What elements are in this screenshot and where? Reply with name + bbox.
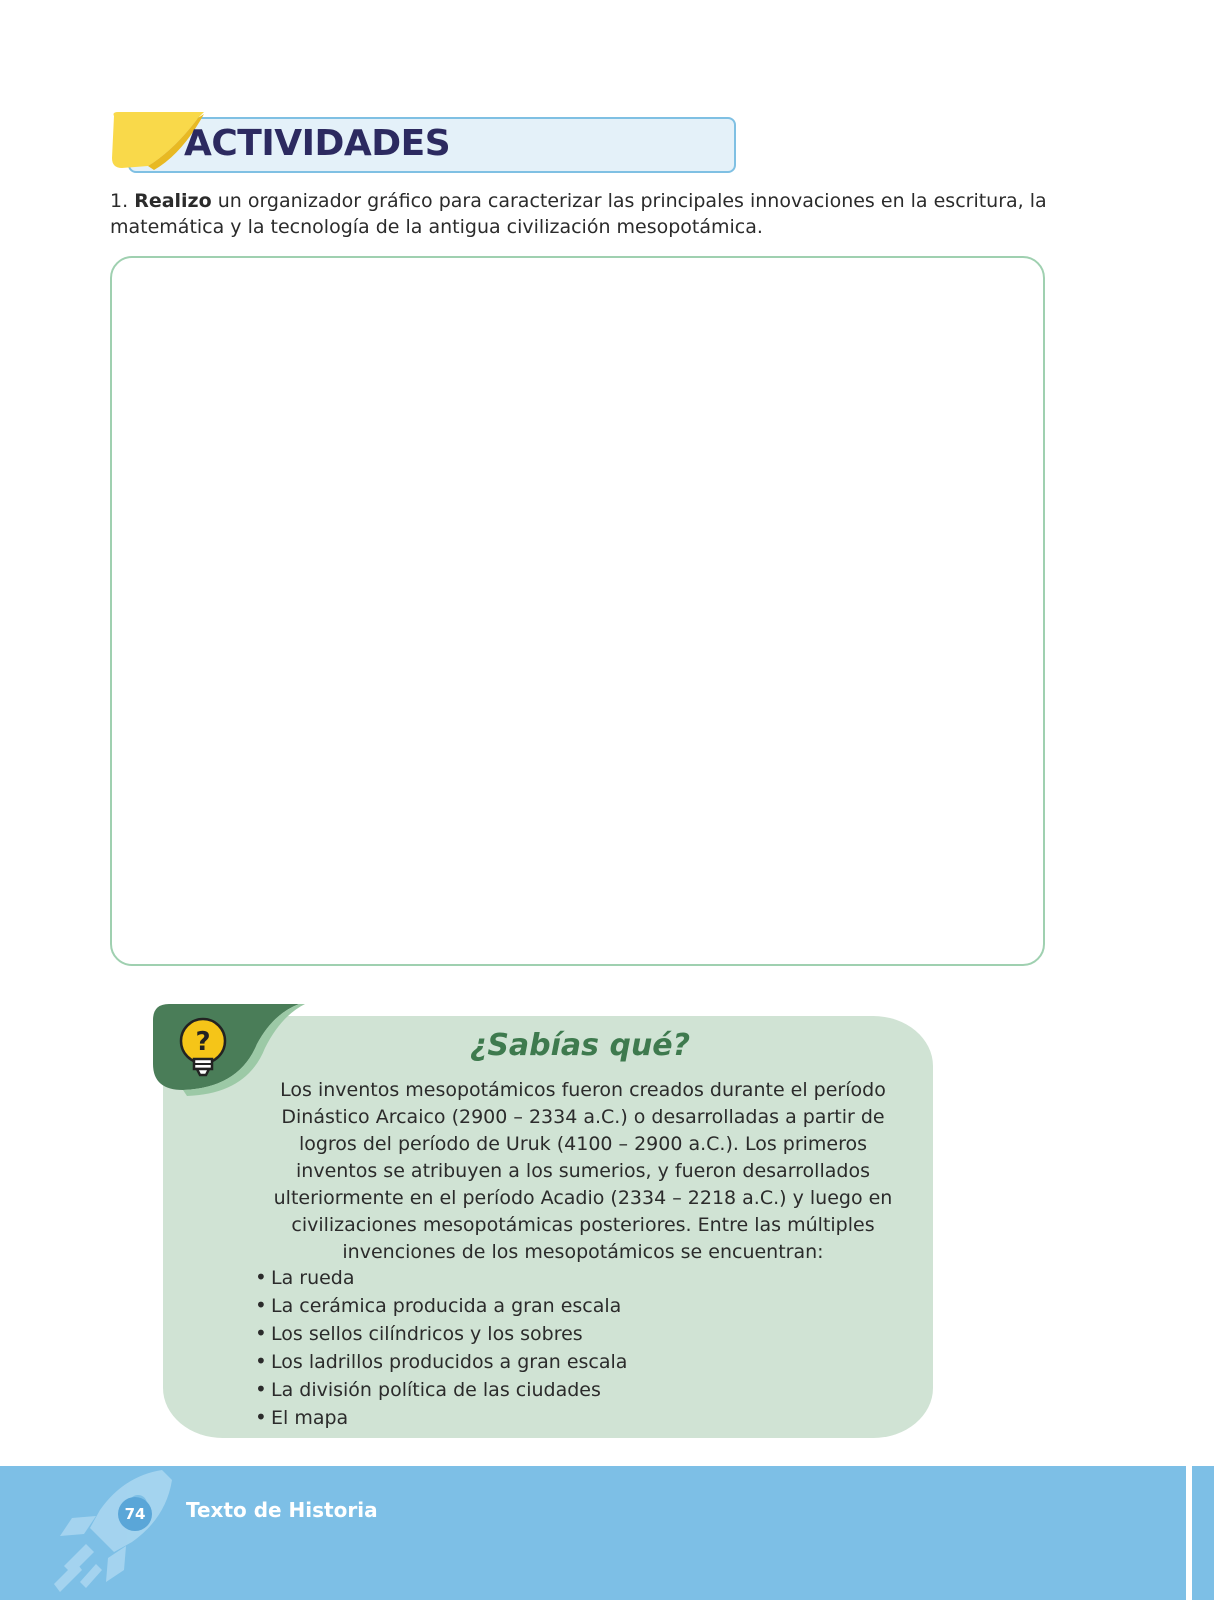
svg-text:?: ? bbox=[195, 1027, 211, 1057]
list-item: • La división política de las ciudades bbox=[255, 1376, 627, 1404]
list-item: • El mapa bbox=[255, 1404, 627, 1432]
activities-header bbox=[108, 110, 738, 176]
list-item: • Los ladrillos producidos a gran escala bbox=[255, 1348, 627, 1376]
question-verb: Realizo bbox=[134, 190, 212, 212]
did-you-know-paragraph: Los inventos mesopotámicos fueron creados durante el período Dinástico Arcaico (2900 – 2334 a.C.) o desarrolladas a partir de logros del período de Uruk (4100 – 2900 a.C.). Los primeros inventos se atribuyen a los sumerios, y fueron desarrollados ulteriormente en el período Acadio (2334 – 2218 a.C.) y luego en civilizaciones mesopotámicas posteriores. Entre las múltiples invenciones de los mesopotámicos se encuentran: bbox=[273, 1079, 893, 1263]
lightbulb-question-icon bbox=[176, 1017, 230, 1083]
question-number: 1. bbox=[110, 190, 129, 212]
rocket-icon bbox=[50, 1466, 190, 1600]
footer-side-band bbox=[1192, 1466, 1214, 1600]
answer-area[interactable] bbox=[110, 256, 1045, 966]
did-you-know-title: ¿Sabías qué? bbox=[469, 1028, 691, 1063]
inventions-list bbox=[255, 1264, 627, 1432]
page-number: 74 bbox=[118, 1497, 152, 1531]
activities-title: ACTIVIDADES bbox=[184, 123, 451, 164]
list-item: • Los sellos cilíndricos y los sobres bbox=[255, 1320, 627, 1348]
question-text bbox=[110, 188, 1060, 240]
question-body: un organizador gráfico para caracterizar las principales innovaciones en la escritura, la matemática y la tecnología de la antigua civilización mesopotámica. bbox=[110, 190, 1047, 238]
book-title: Texto de Historia bbox=[186, 1498, 378, 1522]
list-item: • La rueda bbox=[255, 1264, 627, 1292]
list-item: • La cerámica producida a gran escala bbox=[255, 1292, 627, 1320]
